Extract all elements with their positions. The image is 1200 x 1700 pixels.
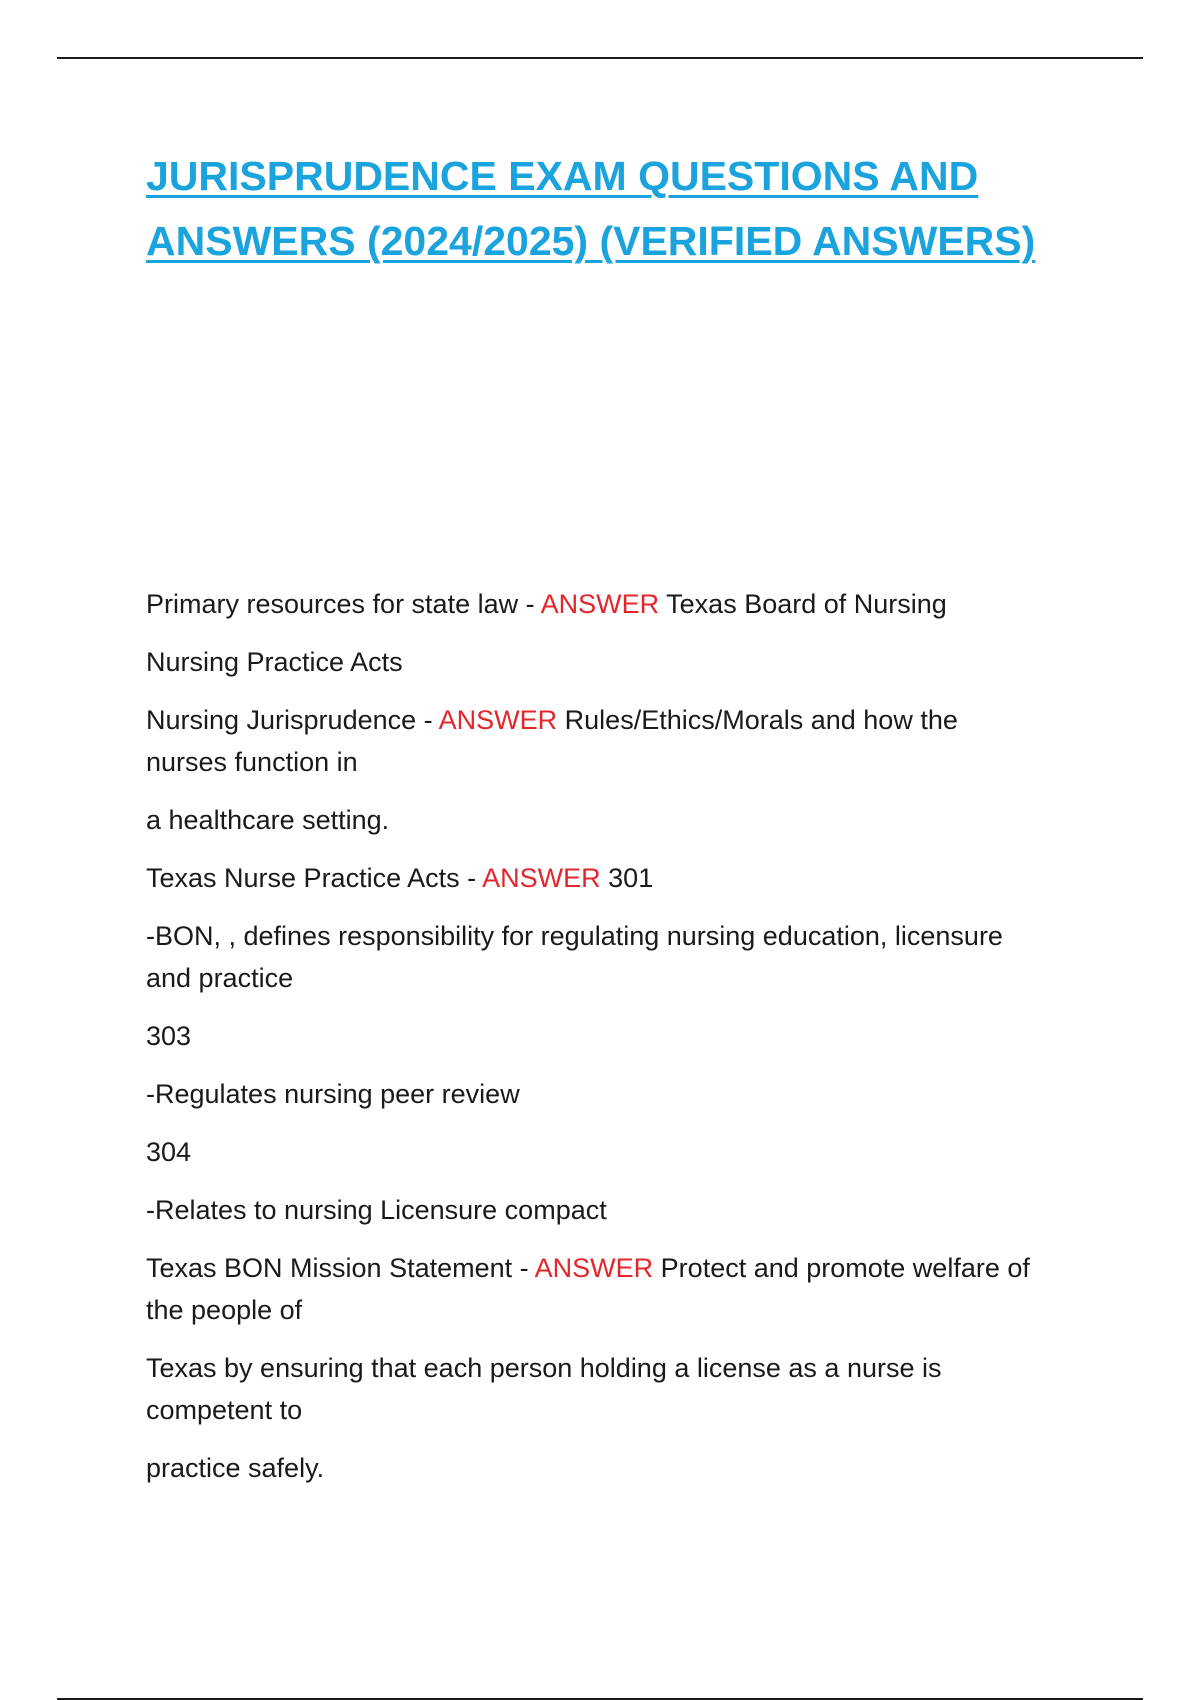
body-line: -Relates to nursing Licensure compact (146, 1195, 607, 1225)
question-text: Primary resources for state law - (146, 589, 541, 619)
body-line: Texas by ensuring that each person holding a license as a nurse is competent to (146, 1353, 942, 1425)
question-text: Nursing Jurisprudence - (146, 705, 439, 735)
qa-content (146, 583, 1046, 1505)
title-line-1: JURISPRUDENCE EXAM QUESTIONS AND (146, 153, 979, 199)
title-line-2: ANSWERS (2024/2025) (VERIFIED ANSWERS) (146, 218, 1036, 264)
body-line: -BON, , defines responsibility for regulating nursing education, licensure and practice (146, 921, 1003, 993)
answer-label: ANSWER (482, 863, 601, 893)
qa-item (146, 583, 1046, 625)
body-line: 304 (146, 1137, 192, 1167)
answer-label: ANSWER (534, 1253, 654, 1283)
answer-text: 301 (608, 863, 654, 893)
body-line: 303 (146, 1021, 192, 1051)
question-text: Texas Nurse Practice Acts - (146, 863, 483, 893)
answer-label: ANSWER (540, 589, 660, 619)
body-line: -Regulates nursing peer review (146, 1079, 520, 1109)
header-rule (57, 57, 1143, 59)
body-line: practice safely. (146, 1453, 325, 1483)
qa-item (146, 1247, 1046, 1331)
answer-text: Protect and promote welfare of the people of (146, 1253, 1030, 1325)
body-line: Nursing Practice Acts (146, 647, 403, 677)
body-line: a healthcare setting. (146, 805, 390, 835)
answer-text: Rules/Ethics/Morals and how the nurses function in (146, 705, 958, 777)
answer-text: Texas Board of Nursing (666, 589, 947, 619)
question-text: Texas BON Mission Statement - (146, 1253, 535, 1283)
qa-item (146, 857, 1046, 899)
qa-item (146, 699, 1046, 783)
answer-label: ANSWER (438, 705, 558, 735)
document-title (146, 144, 1146, 274)
